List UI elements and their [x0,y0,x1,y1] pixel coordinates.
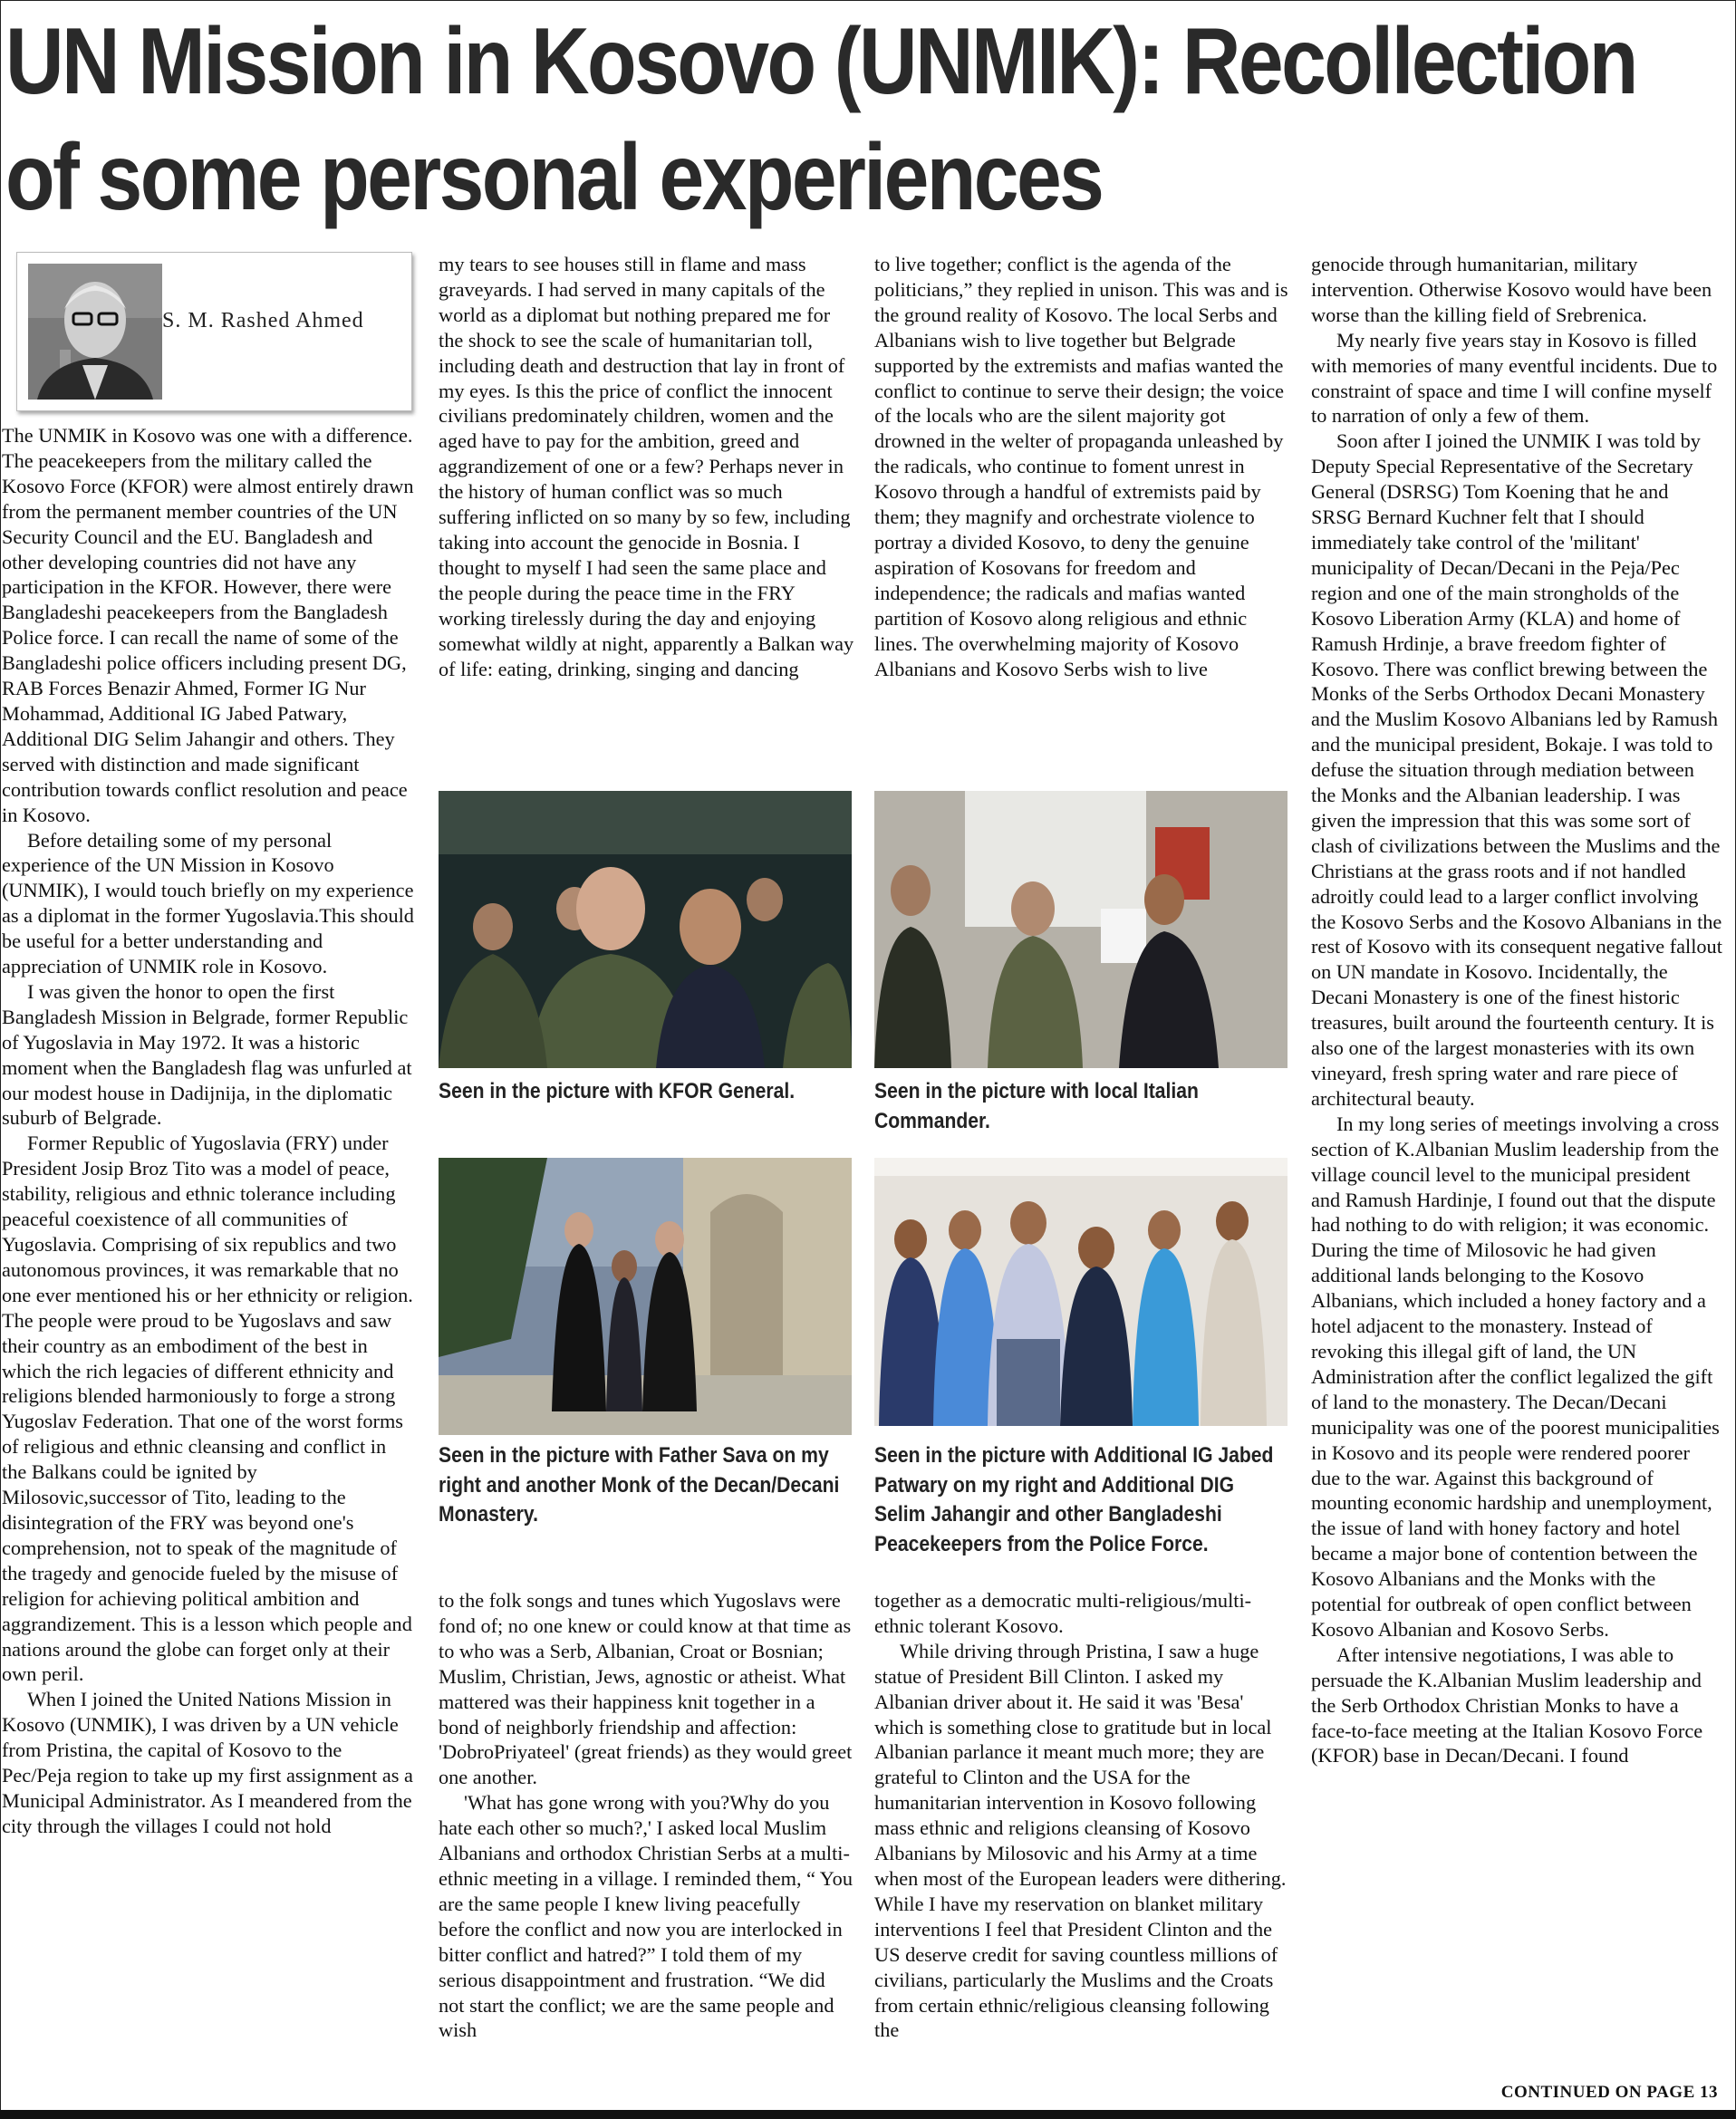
paragraph: 'What has gone wrong with you?Why do you hate each other so much?,' I asked local Muslim Albanians and orthodox Christian Serbs at a multi-ethnic meeting in a village. I reminded them, “ You are the same people I knew living peacefully before the conflict and now you are interlocked in bitter conflict and hatred?” I told them of my serious disappointment and frustration. “We did not start the conflict; we are the same people and wish [439,1791,853,2042]
photo-italian-commander [874,791,1288,1068]
column-1 [2,423,414,1839]
article-headline [5,4,1636,236]
photo-decani-monastery [439,1158,852,1435]
column-2-top [439,252,855,681]
caption-photo-4: Seen in the picture with Additional IG Jabed Patwary on my right and Additional DIG Selim Jahangir and other Bangladeshi Peacekeepers from the Police Force. [874,1443,1274,1556]
photo-bangladeshi-peacekeepers [874,1158,1288,1426]
column-3-top [874,252,1291,681]
paragraph: Before detailing some of my personal experience of the UN Mission in Kosovo (UNMIK), I would touch briefly on my experience as a diplomat in the former Yugoslavia.This should be useful for a better understanding and appreciation of UNMIK role in Kosovo. [2,828,414,978]
paragraph: After intensive negotiations, I was able to persuade the K.Albanian Muslim leadership and the Serb Orthodox Christian Monks to have a face-to-face meeting at the Italian Kosovo Force (KFOR) base in Decan/Decani. I found [1311,1642,1703,1767]
paragraph: Soon after I joined the UNMIK I was told by Deputy Special Representative of the Secretary General (DSRSG) Tom Koening that he and SRSG Bernard Kuchner felt that I should immediately take control of the 'militant' municipality of Decan/Decani in the Peja/Pec region and one of the main strongholds of the Kosovo Liberation Army (KLA) and home of Ramush Hrdinje, a brave freedom fighter of Kosovo. There was conflict brewing between the Monks of the Serbs Orthodox Decani Monastery and the Muslim Kosovo Albanians led by Ramush and the municipal president, Bokaje. I was told to defuse the situation through mediation between the Monks and the Albanian leadership. I was given the impression that this was some sort of clash of civilizations between the Muslims and the Christians at the grass roots and if not handled adroitly could lead to a larger conflict involving the Kosovo Serbs and the Kosovo Albanians in the rest of Kosovo with its consequent negative fallout on UN mandate in Kosovo. Incidentally, the Decani Monastery is one of the finest historic treasures, built around the fourteenth century. It is also one of the largest monasteries with its own vineyard, fresh spring water and rare piece of architectural beauty. [1311,429,1722,1110]
author-name: S. M. Rashed Ahmed [162,309,364,332]
column-4 [1311,252,1723,1768]
paragraph: I was given the honor to open the first Bangladesh Mission in Belgrade, former Republic of Yugoslavia in May 1972. It was a historic moment when the Bangladesh flag was unfurled at our modest house in Dadijnija, in the diplomatic suburb of Belgrade. [2,979,412,1130]
bottom-rule [0,2110,1736,2119]
continued-on-page: CONTINUED ON PAGE 13 [1500,2083,1718,2102]
column-2-bottom [439,1588,855,2043]
byline-box [16,252,412,411]
paragraph: While driving through Pristina, I saw a huge statue of President Bill Clinton. I asked my Albanian driver about it. He said it was 'Besa' which is something close to gratitude but in local Albanian parlance it meant much more; they are grateful to Clinton and the USA for the humanitarian intervention in Kosovo following mass ethnic and religions cleansing of Kosovo Albanians by Milosovic and his Army at a time when most of the European leaders were dithering. While I have my reservation on blanket military interventions I feel that President Clinton and the US deserve credit for saving countless millions of civilians, particularly the Muslims and the Croats from certain ethnic/religious cleansing following the [874,1639,1287,2042]
photo-kfor-general [439,791,852,1068]
paragraph: Former Republic of Yugoslavia (FRY) under President Josip Broz Tito was a model of peace, stability, religious and ethnic tolerance including peaceful coexistence of all communities of Yugoslavia. Comprising of six republics and two autonomous provinces, it was remarkable that no one ever mentioned his or her ethnicity or religion. The people were proud to be Yugoslavs and saw their country as an embodiment of the best in which the rich legacies of different ethnicity and religions blended harmoniously to forge a strong Yugoslav Federation. That one of the worst forms of religious and ethnic cleansing and conflict in the Balkans could be ignited by Milosovic,successor of Tito, leading to the disintegration of the FRY was beyond one's comprehension, not to speak of the magnitude of the tragedy and genocide fueled by the misuse of religion for achieving political ambition and aggrandizement. This is a lesson which people and nations around the globe can forget only at their own peril. [2,1132,413,1686]
headline-line-1: UN Mission in Kosovo (UNMIK): Recollection [5,9,1636,114]
paragraph: genocide through humanitarian, military intervention. Otherwise Kosovo would have been worse than the killing field of Srebrenica. [1311,253,1712,326]
column-3-bottom [874,1588,1291,2043]
paragraph: The UNMIK in Kosovo was one with a difference. The peacekeepers from the military called the Kosovo Force (KFOR) were almost entirely drawn from the permanent member countries of the UN Security Council and the EU. Bangladesh and other developing countries did not have any participation in the KFOR. However, there were Bangladeshi peacekeepers from the Bangladesh Police force. I can recall the name of some of the Bangladeshi police officers including present DG, RAB Forces Benazir Ahmed, Former IG Nur Mohammad, Additional IG Jabed Patwary, Additional DIG Selim Jahangir and others. They served with distinction and made significant contribution towards conflict resolution and peace in Kosovo. [2,424,414,826]
paragraph: my tears to see houses still in flame and mass graveyards. I had served in many capitals of the world as a diplomat but nothing prepared me for the shock to see the scale of humanitarian toll, including death and destruction that lay in front of my eyes. Is this the price of conflict the innocent civilians predominately children, women and the aged have to pay for the ambition, greed and aggrandizement of one or a few? Perhaps never in the history of human conflict was so much suffering inflicted on so many by so few, including taking into account the genocide in Bosnia. I thought to myself I had seen the same place and the people during the peace time in the FRY working tirelessly during the day and enjoying somewhat wildly at night, apparently a Balkan way of life: eating, drinking, singing and dancing [439,253,854,680]
caption-photo-3: Seen in the picture with Father Sava on my right and another Monk of the Decan/Decani Monastery. [439,1443,840,1527]
headline-line-2: of some personal experiences [5,125,1103,230]
paragraph: When I joined the United Nations Mission in Kosovo (UNMIK), I was driven by a UN vehicle from Pristina, the capital of Kosovo to the Pec/Peja region to take up my first assignment as a Municipal Administrator. As I meandered from the city through the villages I could not hold [2,1688,413,1837]
paragraph: to the folk songs and tunes which Yugoslavs were fond of; no one knew or could know at that time as to who was a Serb, Albanian, Croat or Bosnian; Muslim, Christian, Jews, agnostic or atheist. What mattered was their happiness knit together in a bond of neighborly friendship and affection: 'DobroPriyateel' (great friends) as they would greet one another. [439,1589,853,1789]
paragraph: to live together; conflict is the agenda of the politicians,” they replied in unison. This was and is the ground reality of Kosovo. The local Serbs and Albanians wish to live together but Belgrade supported by the extremists and mafias wanted the conflict to continue to serve their design; the voice of the locals who are the silent majority got drowned in the welter of propaganda unleashed by the radicals, who continue to foment unrest in Kosovo through a handful of extremists paid by them; they magnify and orchestrate violence to portray a divided Kosovo, to deny the genuine aspiration of Kosovans for freedom and independence; the radicals and mafias wanted partition of Kosovo along religious and ethnic lines. The overwhelming majority of Kosovo Albanians and Kosovo Serbs wish to live [874,253,1288,680]
paragraph: together as a democratic multi-religious/multi-ethnic tolerant Kosovo. [874,1589,1252,1637]
author-portrait [28,264,162,400]
paragraph: In my long series of meetings involving a cross section of K.Albanian Muslim leadership from the village council level to the municipal president and Ramush Hardinje, I found out that the dispute had nothing to do with religion; it was economic. During the time of Milosovic he had given additional lands belonging to the Kosovo Albanians, which included a honey factory and a hotel adjacent to the monastery. Instead of revoking this illegal gift of land, the UN Administration after the conflict legalized the gift of land to the monastery. The Decan/Decani municipality was one of the poorest municipalities in Kosovo and its people were rendered poorer due to the war. Against this background of mounting economic hardship and unemployment, the issue of land with honey factory and hotel became a major bone of contention between the Kosovo Albanians and the Monks with the potential for outbreak of open conflict between Kosovo Albanian and Kosovo Serbs. [1311,1112,1720,1641]
paragraph: My nearly five years stay in Kosovo is filled with memories of many eventful incidents. Due to constraint of space and time I will confine myself to narration of only a few of them. [1311,328,1718,428]
caption-photo-1: Seen in the picture with KFOR General. [439,1079,796,1103]
caption-photo-2: Seen in the picture with local Italian Commander. [874,1079,1199,1133]
